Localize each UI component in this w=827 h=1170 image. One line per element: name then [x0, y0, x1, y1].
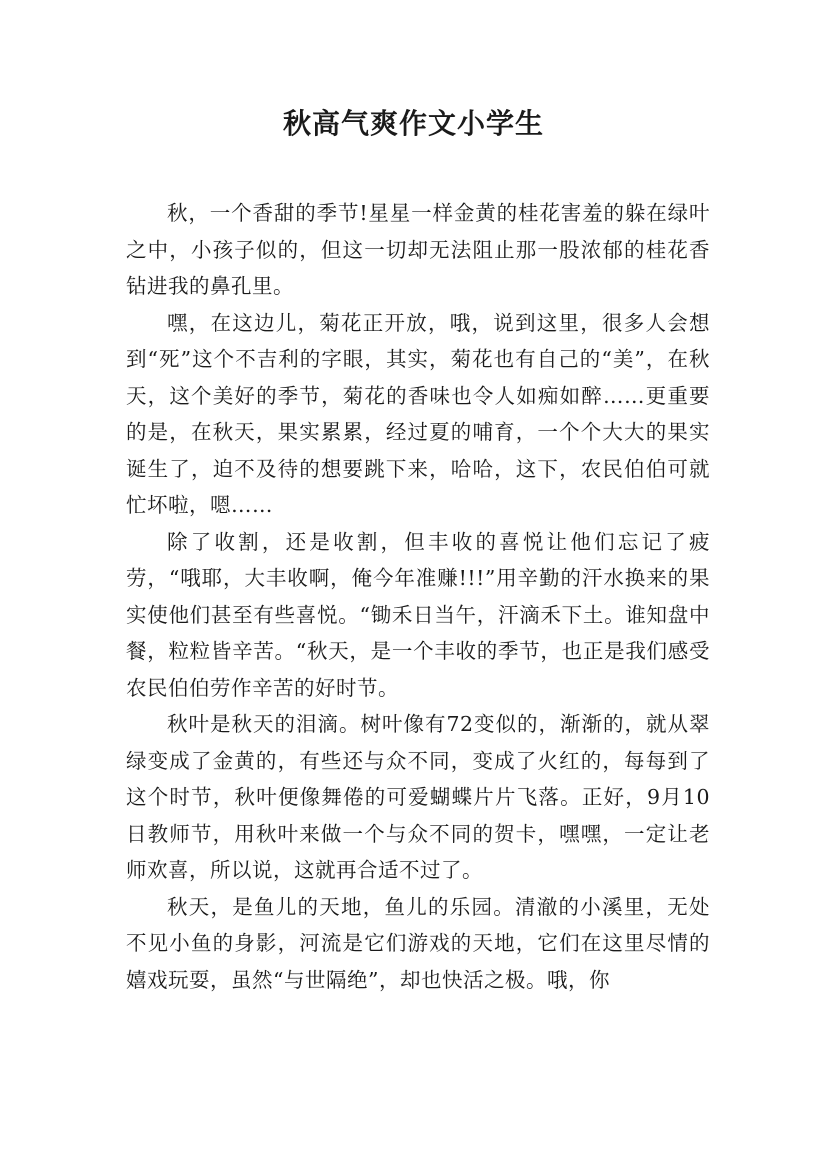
document-body: [126, 195, 710, 998]
paragraph-harvest: 除了收割，还是收割，但丰收的喜悦让他们忘记了疲劳，“哦耶，大丰收啊，俺今年准赚!!!”用辛勤的汗水换来的果实使他们甚至有些喜悦。“锄禾日当午，汗滴禾下土。谁知盘中餐，粒粒皆辛苦。“秋天，是一个丰收的季节，也正是我们感受农民伯伯劳作辛苦的好时节。: [126, 529, 710, 700]
paragraph-osmanthus: 秋，一个香甜的季节!星星一样金黄的桂花害羞的躲在绿叶之中，小孩子似的，但这一切却无法阻止那一股浓郁的桂花香钻进我的鼻孔里。: [126, 201, 710, 298]
paragraph-chrysanthemum: 嘿，在这边儿，菊花正开放，哦，说到这里，很多人会想到“死”这个不吉利的字眼，其实，菊花也有自己的“美”，在秋天，这个美好的季节，菊花的香味也令人如痴如醉……更重要的是，在秋天，果实累累，经过夏的哺育，一个个大大的果实诞生了，迫不及待的想要跳下来，哈哈，这下，农民伯伯可就忙坏啦，嗯……: [126, 310, 710, 517]
paragraph-autumn-leaves: 秋叶是秋天的泪滴。树叶像有72变似的，渐渐的，就从翠绿变成了金黄的，有些还与众不同，变成了火红的，每每到了这个时节，秋叶便像舞倦的可爱蝴蝶片片飞落。正好，9月10日教师节，用秋叶来做一个与众不同的贺卡，嘿嘿，一定让老师欢喜，所以说，这就再合适不过了。: [126, 712, 710, 882]
document-title: 秋高气爽作文小学生: [282, 107, 544, 140]
paragraph-fish: 秋天，是鱼儿的天地，鱼儿的乐园。清澈的小溪里，无处不见小鱼的身影，河流是它们游戏的天地，它们在这里尽情的嬉戏玩耍，虽然“与世隔绝”，却也快活之极。哦，你: [126, 894, 710, 992]
